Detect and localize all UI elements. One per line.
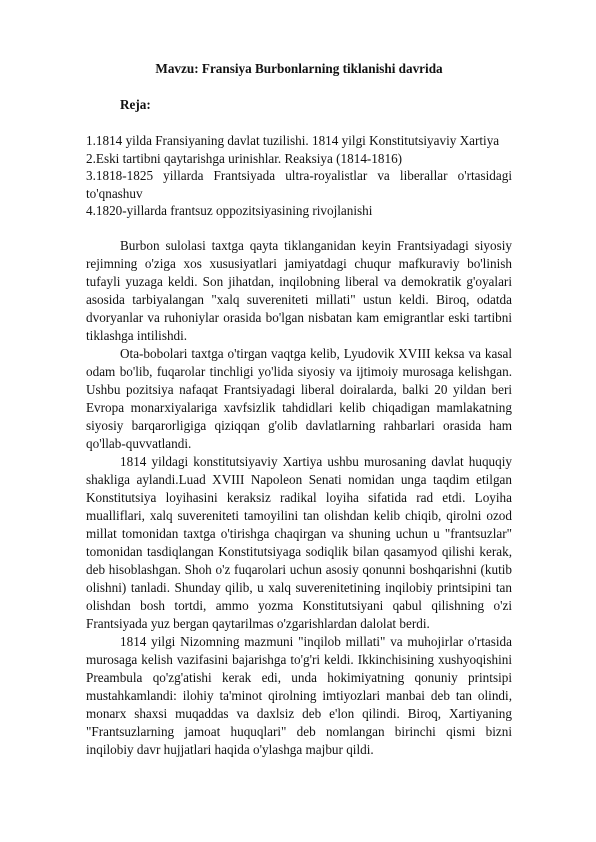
plan-heading: Reja: <box>120 97 151 112</box>
document-title: Mavzu: Fransiya Burbonlarning tiklanishi davrida <box>155 61 443 76</box>
plan-item: 2.Eski tartibni qaytarishga urinishlar. Reaksiya (1814-1816) <box>86 150 403 166</box>
paragraph: Burbon sulolasi taxtga qayta tiklanganidan keyin Frantsiyadagi siyosiy rejimning o'ziga xos xususiyatlari jamiyatdagi chuqur mafkuraviy bo'linish tufayli yuzaga keldi. Son jihatdan, inqilobning liberal va demokratik g'oyalari asosida tarbiyalangan "xalq suvereniteti millati" ustun keldi. Biroq, odatda dvoryanlar va ruhoniylar orasida bo'lgan nisbatan kam emigrantlar eski tartibni tiklashga intilishdi. <box>86 237 512 343</box>
plan-item: 1.1814 yilda Fransiyaning davlat tuzilishi. 1814 yilgi Konstitutsiyaviy Xartiya <box>86 133 500 148</box>
paragraph: 1814 yilgi Nizomning mazmuni "inqilob millati" va muhojirlar o'rtasida murosaga kelish vazifasini bajarishga to'g'ri keldi. Ikkinchisining xushyoqishini Preambula qo'zg'atishi kerak edi, unda hokimiyatning qonuniy printsipi mustahkamlandi: ilohiy ta'minot qirolning imtiyozlari manbai deb tan olindi, monarx shaxsi muqaddas va daxlsiz deb e'lon qilindi. Biroq, Xartiyaning "Frantsuzlarning jamoat huquqlari" deb nomlangan birinchi qismi bizni inqilobiy davr hujjatlari haqida o'ylashga majbur qildi. <box>86 633 512 757</box>
plan-item: 3.1818-1825 yillarda Frantsiyada ultra-royalistlar va liberallar o'rtasidagi to'qnashuv <box>86 168 512 201</box>
paragraph: 1814 yildagi konstitutsiyaviy Xartiya ushbu murosaning davlat huquqiy shakliga aylandi.Luad XVIII Napoleon Senati nomidan unga taqdim etilgan Konstitutsiya loyihasini keraksiz radikal loyiha sifatida rad etdi. Loyiha mualliflari, xalq suvereniteti tamoyilini tan olishdan kelib chiqib, qirolni ozod millat tomonidan taxtga o'tirishga chaqirgan va shuning uchun u "frantsuzlar" tomonidan tasdiqlangan Konstitutsiyaga sodiqlik bilan qasamyod qilishi kerak, deb hisoblashgan. Shoh o'z fuqarolari uchun asosiy qonunni boshqarishni (kutib olishni) tanladi. Shunday qilib, u xalq suverenitetining inqilobiy printsipini tan olishdan bosh tortdi, ammo yozma Konstitutsiyani qabul qilishning o'zi Frantsiyada yuz bergan qaytarilmas o'zgarishlardan dalolat berdi. <box>86 453 512 631</box>
paragraph: Ota-bobolari taxtga o'tirgan vaqtga kelib, Lyudovik XVIII keksa va kasal odam bo'lib, fuqarolar tinchligi yo'lida siyosiy va ijtimoiy murosaga kelishgan. Ushbu pozitsiya nafaqat Frantsiyadagi liberal doiralarda, balki 20 yildan beri Evropa monarxiyalariga xavfsizlik tahdidlari kelib chiqadigan mamlakatning siyosiy barqarorligiga qiziqqan g'olib davlatlarning rahbarlari orasida ham qo'llab-quvvatlandi. <box>86 345 512 451</box>
plan-list <box>86 132 512 220</box>
plan-item: 4.1820-yillarda frantsuz oppozitsiyasining rivojlanishi <box>86 203 373 218</box>
body-text <box>86 237 512 759</box>
